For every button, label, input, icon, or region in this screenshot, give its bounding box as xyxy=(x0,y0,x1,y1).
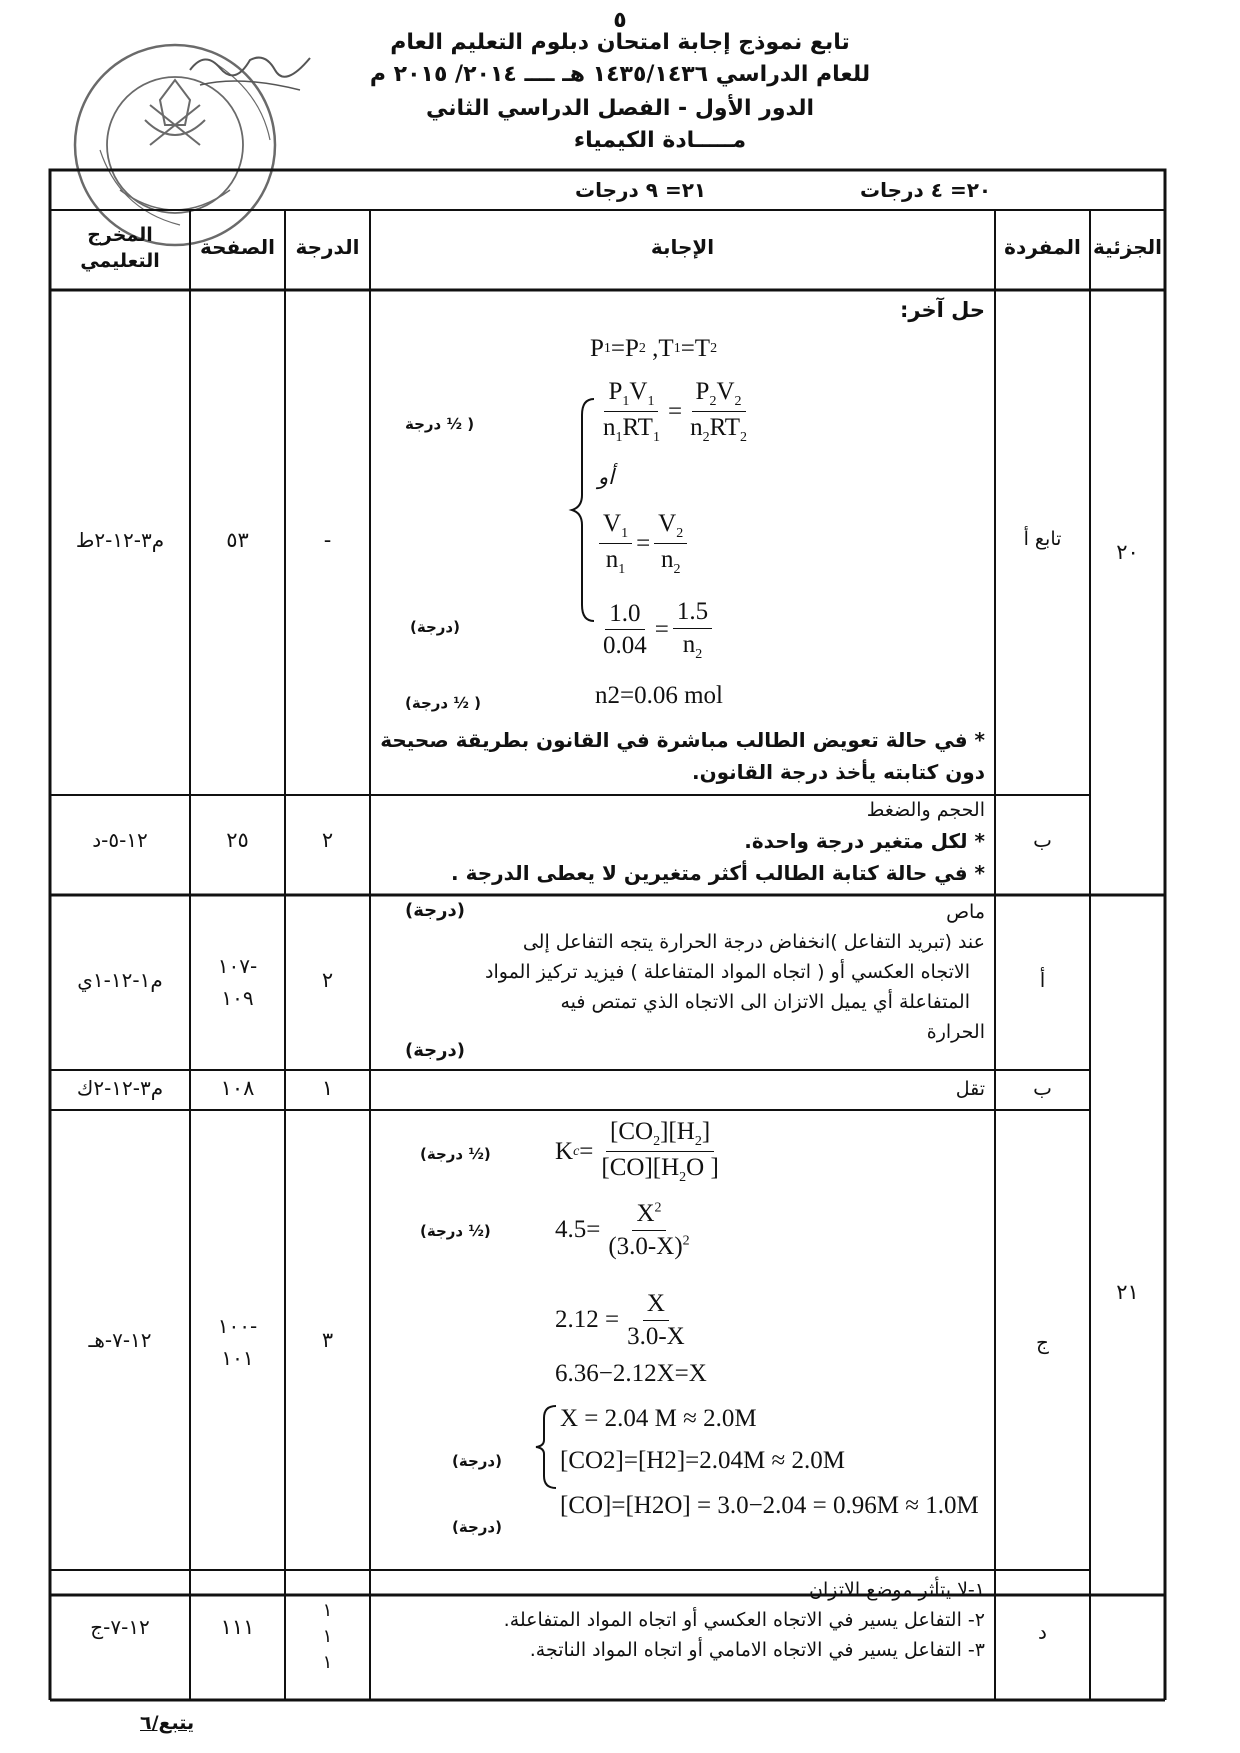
answer-21d-1: ١-لا يتأثر موضع الاتزان. xyxy=(802,1579,985,1601)
mark-21c-2: (½ درجة) xyxy=(420,1222,491,1240)
row-page-21d: ١١١ xyxy=(220,1615,255,1639)
answer-20b-3: * في حالة كتابة الطالب أكثر متغيرين لا يعطى الدرجة . xyxy=(451,861,985,885)
mark-20a-2: (درجة) xyxy=(410,618,460,636)
summary-q21: ٢١= ٩ درجات xyxy=(575,178,707,202)
answer-21b: تقل xyxy=(955,1078,985,1100)
alt-solution-title: حل آخر: xyxy=(900,298,985,322)
answer-21d-2: ٢- التفاعل يسير في الاتجاه العكسي أو اتجاه المواد المتفاعلة. xyxy=(503,1609,985,1631)
row-part-21: ٢١ xyxy=(1116,1280,1139,1304)
row-item-21b: ب xyxy=(1033,1076,1052,1100)
row-outcome-21c: ١٢-٧-هـ xyxy=(88,1328,152,1352)
row-outcome-21d: ١٢-٧-ج xyxy=(90,1615,150,1639)
eq-square-root: 2.12 = $\frac{X}{3.0-X}$ xyxy=(555,1290,685,1350)
eq-x-value: X = 2.04 M ≈ 2.0M xyxy=(560,1405,757,1432)
col-header-outcome: المخرج التعليمي xyxy=(80,224,160,272)
or-word: أو xyxy=(598,465,614,489)
header-line-4: مـــــادة الكيمياء xyxy=(573,128,747,153)
mark-21c-4: (درجة) xyxy=(452,1518,502,1536)
row-page-21a-1: -١٠٧ xyxy=(217,954,258,978)
row-outcome-21a: م١-١٢-١ي xyxy=(77,968,163,992)
row-page-21c-2: ١٠١ xyxy=(221,1346,254,1370)
row-item-20b: ب xyxy=(1033,828,1052,852)
col-header-grade: الدرجة xyxy=(295,235,360,259)
mark-21c-1: (½ درجة) xyxy=(420,1145,491,1163)
row-grade-21d-2: ١ xyxy=(322,1626,333,1647)
eq-substitution: $\frac{1.0}{0.04}$ = $\frac{1.5}{n_2}$ xyxy=(595,598,716,662)
col-header-item: المفردة xyxy=(1004,235,1081,259)
note-20a-2: دون كتابته يأخذ درجة القانون. xyxy=(691,760,985,784)
answer-21a-2: عند (تبريد التفاعل )انخفاض درجة الحرارة يتجه التفاعل إلى xyxy=(522,931,985,953)
eq-reactants: [CO]=[H2O] = 3.0−2.04 = 0.96M ≈ 1.0M xyxy=(560,1492,979,1519)
header-line-2: للعام الدراسي ١٤٣٥/١٤٣٦ هـ ــــ ٢٠١٤/ ٢٠١٥ م xyxy=(369,62,871,87)
note-20a-1: * في حالة تعويض الطالب مباشرة في القانون بطريقة صحيحة xyxy=(380,728,985,752)
eq-combined-gas-law: $\frac{P_1V_1}{n_1RT_1}$ = $\frac{P_2V_2}{n_2RT_2}$ xyxy=(603,378,748,446)
row-grade-21b: ١ xyxy=(321,1076,334,1100)
header-line-1: تابع نموذج إجابة امتحان دبلوم التعليم العام xyxy=(390,30,850,55)
eq-products: [CO2]=[H2]=2.04M ≈ 2.0M xyxy=(560,1447,845,1474)
row-item-21d: د xyxy=(1038,1620,1047,1644)
row-item-21a: أ xyxy=(1039,968,1046,992)
row-grade-21d-1: ١ xyxy=(322,1600,333,1621)
eq-kc-expression: K c = $\frac{[CO_2][H_2]}{[CO][H_2O ]}$ xyxy=(555,1118,719,1186)
row-page-20b: ٢٥ xyxy=(226,828,249,852)
summary-q20: ٢٠= ٤ درجات xyxy=(860,178,992,202)
page-number: ٥ xyxy=(613,8,627,33)
answer-21a-3: الاتجاه العكسي أو ( اتجاه المواد المتفاعلة ) فيزيد تركيز المواد xyxy=(485,961,970,983)
row-grade-20a: - xyxy=(323,528,332,552)
row-page-21b: ١٠٨ xyxy=(220,1076,255,1100)
row-grade-21a: ٢ xyxy=(321,968,334,992)
row-outcome-21b: م٣-١٢-٢ك xyxy=(76,1076,164,1100)
eq-given: P 1 =P 2 ,T 1 =T 2 xyxy=(590,335,718,362)
mark-21c-3: (درجة) xyxy=(452,1452,502,1470)
answer-21a-1: ماص xyxy=(946,901,985,923)
row-page-21a-2: ١٠٩ xyxy=(221,986,254,1010)
answer-21a-4: المتفاعلة أي يميل الاتزان الى الاتجاه الذي تمتص فيه xyxy=(560,991,970,1013)
row-grade-21d-3: ١ xyxy=(322,1652,333,1673)
answer-21a-5: الحرارة xyxy=(926,1021,985,1043)
row-grade-21c: ٣ xyxy=(321,1328,334,1352)
mark-21a-bottom: (درجة) xyxy=(405,1040,465,1061)
eq-avogadro: $\frac{V_1}{n_1}$ = $\frac{V_2}{n_2}$ xyxy=(595,510,691,578)
mark-21a-top: (درجة) xyxy=(405,900,465,921)
mark-20a-3: ( ½ درجة) xyxy=(405,694,481,712)
row-grade-20b: ٢ xyxy=(321,828,334,852)
row-outcome-20a: م٣-١٢-٢ط xyxy=(75,528,165,552)
row-outcome-20b: ١٢-٥-د xyxy=(92,828,148,852)
row-item-21c: ج xyxy=(1036,1330,1049,1354)
row-page-21c-1: -١٠٠ xyxy=(217,1314,258,1338)
row-part-20: ٢٠ xyxy=(1116,540,1139,564)
col-header-page: الصفحة xyxy=(199,235,275,259)
eq-linear: 6.36−2.12X=X xyxy=(555,1360,707,1387)
answer-20b-1: الحجم والضغط xyxy=(866,799,985,821)
row-item-20a: تابع أ xyxy=(1023,528,1062,550)
header-line-3: الدور الأول - الفصل الدراسي الثاني xyxy=(425,96,815,121)
eq-kc-substitution: 4.5= $\frac{X^2}{(3.0-X)^2}$ xyxy=(555,1200,690,1260)
answer-20b-2: * لكل متغير درجة واحدة. xyxy=(744,829,985,853)
col-header-part: الجزئية xyxy=(1092,235,1163,259)
row-page-20a: ٥٣ xyxy=(226,528,249,552)
mark-20a-1: ( ½ درجة xyxy=(405,415,475,433)
answer-21d-3: ٣- التفاعل يسير في الاتجاه الامامي أو اتجاه المواد الناتجة. xyxy=(529,1639,985,1661)
footer-continue: يتبع/٦ xyxy=(140,1712,195,1734)
col-header-answer: الإجابة xyxy=(650,235,715,259)
eq-result: n2=0.06 mol xyxy=(595,682,723,709)
